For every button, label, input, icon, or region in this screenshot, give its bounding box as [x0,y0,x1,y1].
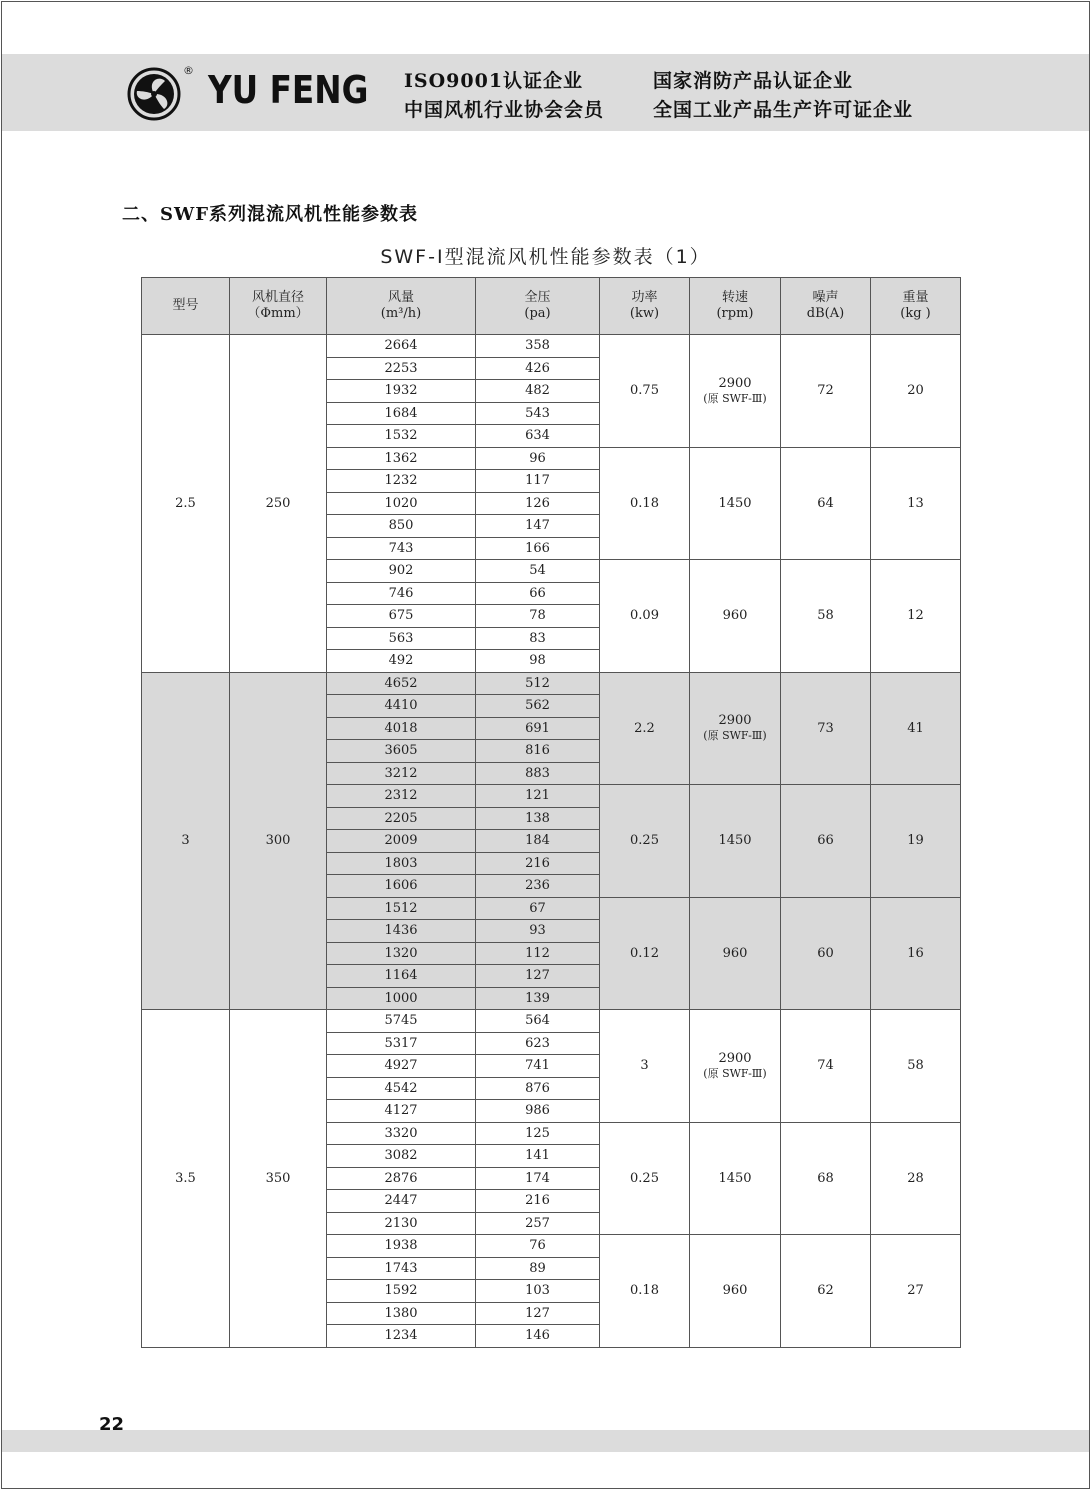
header-power: 功率 (kw) [600,278,690,335]
header-pressure: 全压 (pa) [476,278,600,335]
power-cell: 0.25 [600,1122,690,1235]
diameter-cell: 350 [230,1010,327,1348]
airflow-cell: 4018 [327,717,476,740]
speed-cell [690,672,781,785]
airflow-cell: 1803 [327,852,476,875]
speed-cell [690,897,781,1010]
pressure-cell: 634 [476,425,600,448]
noise-cell: 62 [781,1235,871,1348]
airflow-cell: 2253 [327,357,476,380]
airflow-cell: 2447 [327,1190,476,1213]
speed-value: 1450 [718,1170,752,1186]
page-number: 22 [99,1414,125,1435]
table-row [142,335,961,358]
power-cell: 2.2 [600,672,690,785]
pressure-cell: 83 [476,627,600,650]
pressure-cell: 98 [476,650,600,673]
airflow-cell: 1000 [327,987,476,1010]
noise-cell: 72 [781,335,871,448]
airflow-cell: 1020 [327,492,476,515]
airflow-cell: 675 [327,605,476,628]
cert-iso: ISO9001认证企业 [404,70,584,92]
speed-value: 960 [722,945,748,961]
airflow-cell: 2876 [327,1167,476,1190]
airflow-cell: 1234 [327,1325,476,1348]
weight-cell: 19 [871,785,961,898]
airflow-cell: 5745 [327,1010,476,1033]
airflow-cell: 1592 [327,1280,476,1303]
header-airflow: 风量 (m³/h) [327,278,476,335]
pressure-cell: 512 [476,672,600,695]
airflow-cell: 1436 [327,920,476,943]
table-row [142,1010,961,1033]
pressure-cell: 117 [476,470,600,493]
airflow-cell: 746 [327,582,476,605]
airflow-cell: 4652 [327,672,476,695]
performance-table [141,277,961,1348]
cert-license: 全国工业产品生产许可证企业 [653,99,914,121]
header-row [142,278,961,335]
airflow-cell: 2130 [327,1212,476,1235]
pressure-cell: 112 [476,942,600,965]
weight-cell: 28 [871,1122,961,1235]
weight-cell: 58 [871,1010,961,1123]
airflow-cell: 5317 [327,1032,476,1055]
power-cell: 0.18 [600,447,690,560]
speed-note: (原 SWF-Ⅲ) [703,1066,767,1080]
noise-cell: 74 [781,1010,871,1123]
airflow-cell: 2205 [327,807,476,830]
pressure-cell: 127 [476,1302,600,1325]
table-body [142,335,961,1348]
airflow-cell: 1362 [327,447,476,470]
header-speed: 转速 (rpm) [690,278,781,335]
pressure-cell: 126 [476,492,600,515]
weight-cell: 27 [871,1235,961,1348]
airflow-cell: 2664 [327,335,476,358]
cert-association: 中国风机行业协会会员 [404,99,605,121]
airflow-cell: 4927 [327,1055,476,1078]
airflow-cell: 1512 [327,897,476,920]
model-cell: 3 [142,672,230,1010]
pressure-cell: 883 [476,762,600,785]
brand-name: YU FENG [208,68,369,112]
power-cell: 0.25 [600,785,690,898]
header-model: 型号 [142,278,230,335]
pressure-cell: 141 [476,1145,600,1168]
model-cell: 3.5 [142,1010,230,1348]
airflow-cell: 1380 [327,1302,476,1325]
header-diameter: 风机直径 （Φmm） [230,278,327,335]
airflow-cell: 3320 [327,1122,476,1145]
weight-cell: 41 [871,672,961,785]
speed-note: (原 SWF-Ⅲ) [703,729,767,743]
pressure-cell: 76 [476,1235,600,1258]
footer-band [2,1430,1089,1452]
model-cell: 2.5 [142,335,230,673]
power-cell: 0.18 [600,1235,690,1348]
airflow-cell: 3082 [327,1145,476,1168]
pressure-cell: 96 [476,447,600,470]
speed-value: 1450 [718,495,752,511]
pressure-cell: 125 [476,1122,600,1145]
airflow-cell: 1743 [327,1257,476,1280]
diameter-cell: 250 [230,335,327,673]
noise-cell: 64 [781,447,871,560]
table-title: SWF-Ⅰ型混流风机性能参数表（1） [380,246,711,268]
pressure-cell: 257 [476,1212,600,1235]
noise-cell: 68 [781,1122,871,1235]
pressure-cell: 166 [476,537,600,560]
speed-value: 960 [722,1283,748,1299]
speed-value: 2900 [718,375,752,391]
pressure-cell: 184 [476,830,600,853]
speed-value: 960 [722,608,748,624]
fan-logo-icon [127,67,181,121]
airflow-cell: 1232 [327,470,476,493]
airflow-cell: 4410 [327,695,476,718]
airflow-cell: 3212 [327,762,476,785]
pressure-cell: 216 [476,852,600,875]
registered-mark: ® [183,64,194,77]
airflow-cell: 492 [327,650,476,673]
speed-cell [690,1122,781,1235]
airflow-cell: 1932 [327,380,476,403]
cert-fire: 国家消防产品认证企业 [653,70,854,92]
airflow-cell: 2312 [327,785,476,808]
pressure-cell: 103 [476,1280,600,1303]
speed-cell [690,1235,781,1348]
airflow-cell: 1606 [327,875,476,898]
pressure-cell: 139 [476,987,600,1010]
pressure-cell: 741 [476,1055,600,1078]
speed-note: (原 SWF-Ⅲ) [703,391,767,405]
pressure-cell: 482 [476,380,600,403]
speed-cell [690,785,781,898]
pressure-cell: 543 [476,402,600,425]
pressure-cell: 236 [476,875,600,898]
speed-value: 2900 [718,713,752,729]
pressure-cell: 78 [476,605,600,628]
speed-cell [690,335,781,448]
pressure-cell: 121 [476,785,600,808]
speed-cell [690,447,781,560]
pressure-cell: 623 [476,1032,600,1055]
airflow-cell: 3605 [327,740,476,763]
airflow-cell: 850 [327,515,476,538]
pressure-cell: 174 [476,1167,600,1190]
header-weight: 重量 (kg ) [871,278,961,335]
diameter-cell: 300 [230,672,327,1010]
pressure-cell: 138 [476,807,600,830]
airflow-cell: 1532 [327,425,476,448]
weight-cell: 13 [871,447,961,560]
section-title: 二、SWF系列混流风机性能参数表 [122,204,418,225]
airflow-cell: 1164 [327,965,476,988]
pressure-cell: 816 [476,740,600,763]
pressure-cell: 66 [476,582,600,605]
pressure-cell: 89 [476,1257,600,1280]
weight-cell: 16 [871,897,961,1010]
pressure-cell: 127 [476,965,600,988]
pressure-cell: 358 [476,335,600,358]
pressure-cell: 564 [476,1010,600,1033]
airflow-cell: 1320 [327,942,476,965]
noise-cell: 60 [781,897,871,1010]
noise-cell: 58 [781,560,871,673]
pressure-cell: 54 [476,560,600,583]
speed-cell [690,1010,781,1123]
airflow-cell: 902 [327,560,476,583]
airflow-cell: 1938 [327,1235,476,1258]
noise-cell: 73 [781,672,871,785]
airflow-cell: 4127 [327,1100,476,1123]
airflow-cell: 1684 [327,402,476,425]
header-noise: 噪声 dB(A) [781,278,871,335]
pressure-cell: 67 [476,897,600,920]
power-cell: 0.75 [600,335,690,448]
table-row [142,672,961,695]
power-cell: 0.09 [600,560,690,673]
speed-value: 2900 [718,1050,752,1066]
power-cell: 0.12 [600,897,690,1010]
weight-cell: 20 [871,335,961,448]
pressure-cell: 986 [476,1100,600,1123]
pressure-cell: 216 [476,1190,600,1213]
speed-value: 1450 [718,833,752,849]
noise-cell: 66 [781,785,871,898]
airflow-cell: 563 [327,627,476,650]
airflow-cell: 743 [327,537,476,560]
speed-cell [690,560,781,673]
airflow-cell: 2009 [327,830,476,853]
pressure-cell: 146 [476,1325,600,1348]
pressure-cell: 876 [476,1077,600,1100]
pressure-cell: 93 [476,920,600,943]
pressure-cell: 426 [476,357,600,380]
weight-cell: 12 [871,560,961,673]
pressure-cell: 562 [476,695,600,718]
pressure-cell: 147 [476,515,600,538]
pressure-cell: 691 [476,717,600,740]
power-cell: 3 [600,1010,690,1123]
airflow-cell: 4542 [327,1077,476,1100]
